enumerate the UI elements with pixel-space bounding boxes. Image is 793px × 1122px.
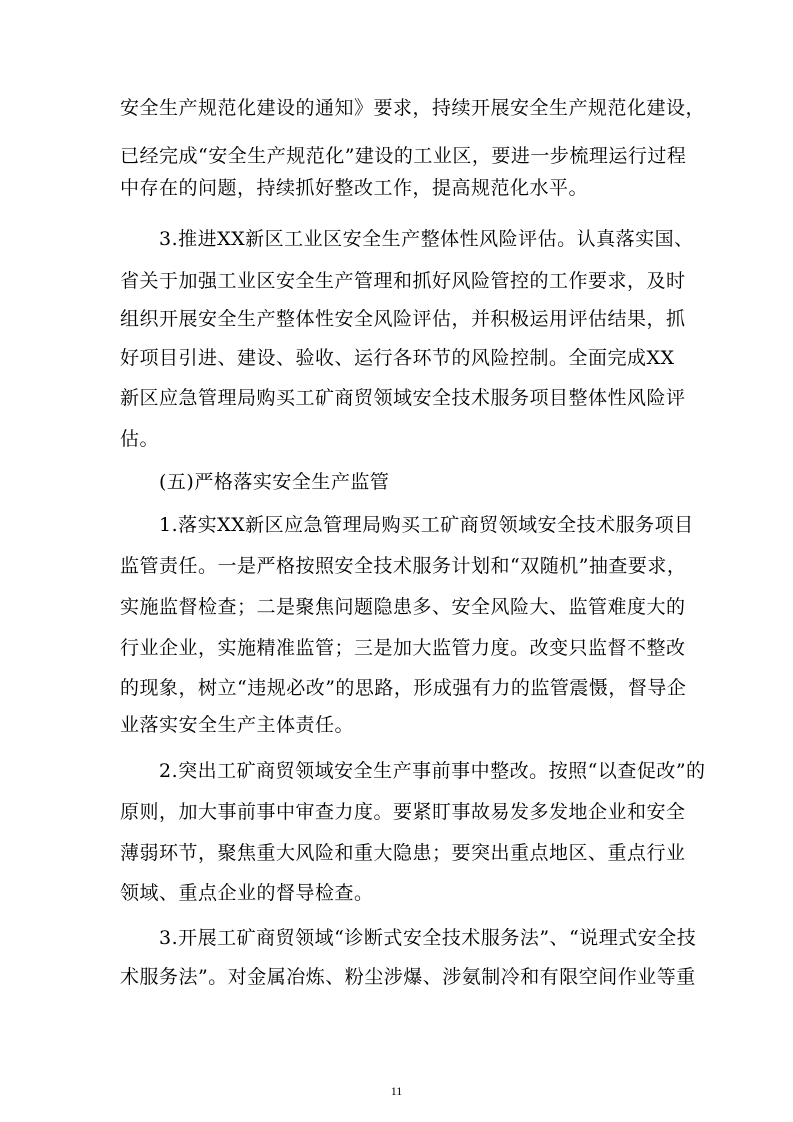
text-line: 好项目引进、建设、验收、运行各环节的风险控制。全面完成XX [120, 347, 675, 369]
text-line: 领域、重点企业的督导检查。 [120, 882, 374, 904]
text-line: 原则，加大事前事中审查力度。要紧盯事故易发多发地企业和安全 [120, 801, 686, 823]
text-line: 3.推进XX新区工业区安全生产整体性风险评估。认真落实国、 [159, 228, 694, 250]
text-line: 中存在的问题，持续抓好整改工作，提高规范化水平。 [120, 177, 589, 199]
text-line: 安全生产规范化建设的通知》要求，持续开展安全生产规范化建设， [120, 97, 706, 119]
text-line: 2.突出工矿商贸领域安全生产事前事中整改。按照“以查促改”的 [159, 760, 706, 782]
text-line: 组织开展安全生产整体性安全风险评估，并积极运用评估结果，抓 [120, 308, 686, 330]
section-heading: (五)严格落实安全生产监管 [159, 471, 390, 493]
text-line: 1.落实XX新区应急管理局购买工矿商贸领域安全技术服务项目 [159, 514, 694, 536]
text-line: 薄弱环节，聚焦重大风险和重大隐患；要突出重点地区、重点行业 [120, 842, 686, 864]
text-line: 业落实安全生产主体责任。 [120, 714, 355, 736]
text-line: 术服务法”。对金属冶炼、粉尘涉爆、涉氨制冷和有限空间作业等重 [120, 966, 696, 988]
text-line: 已经完成“安全生产规范化”建设的工业区，要进一步梳理运行过程 [120, 145, 687, 167]
text-line: 的现象，树立“违规必改”的思路，形成强有力的监管震慑，督导企 [120, 677, 687, 699]
text-line: 监管责任。一是严格按照安全技术服务计划和“双随机”抽查要求， [120, 555, 687, 577]
text-line: 省关于加强工业区安全生产管理和抓好风险管控的工作要求，及时 [120, 270, 686, 292]
text-line: 行业企业，实施精准监管；三是加大监管力度。改变只监督不整改 [120, 637, 686, 659]
page-number: 11 [390, 1084, 403, 1098]
text-line: 实施监督检查；二是聚焦问题隐患多、安全风险大、监管难度大的 [120, 596, 686, 618]
text-line: 估。 [120, 428, 160, 450]
text-line: 新区应急管理局购买工矿商贸领域安全技术服务项目整体性风险评 [120, 387, 686, 409]
text-line: 3.开展工矿商贸领域“诊断式安全技术服务法”、“说理式安全技 [159, 927, 697, 949]
